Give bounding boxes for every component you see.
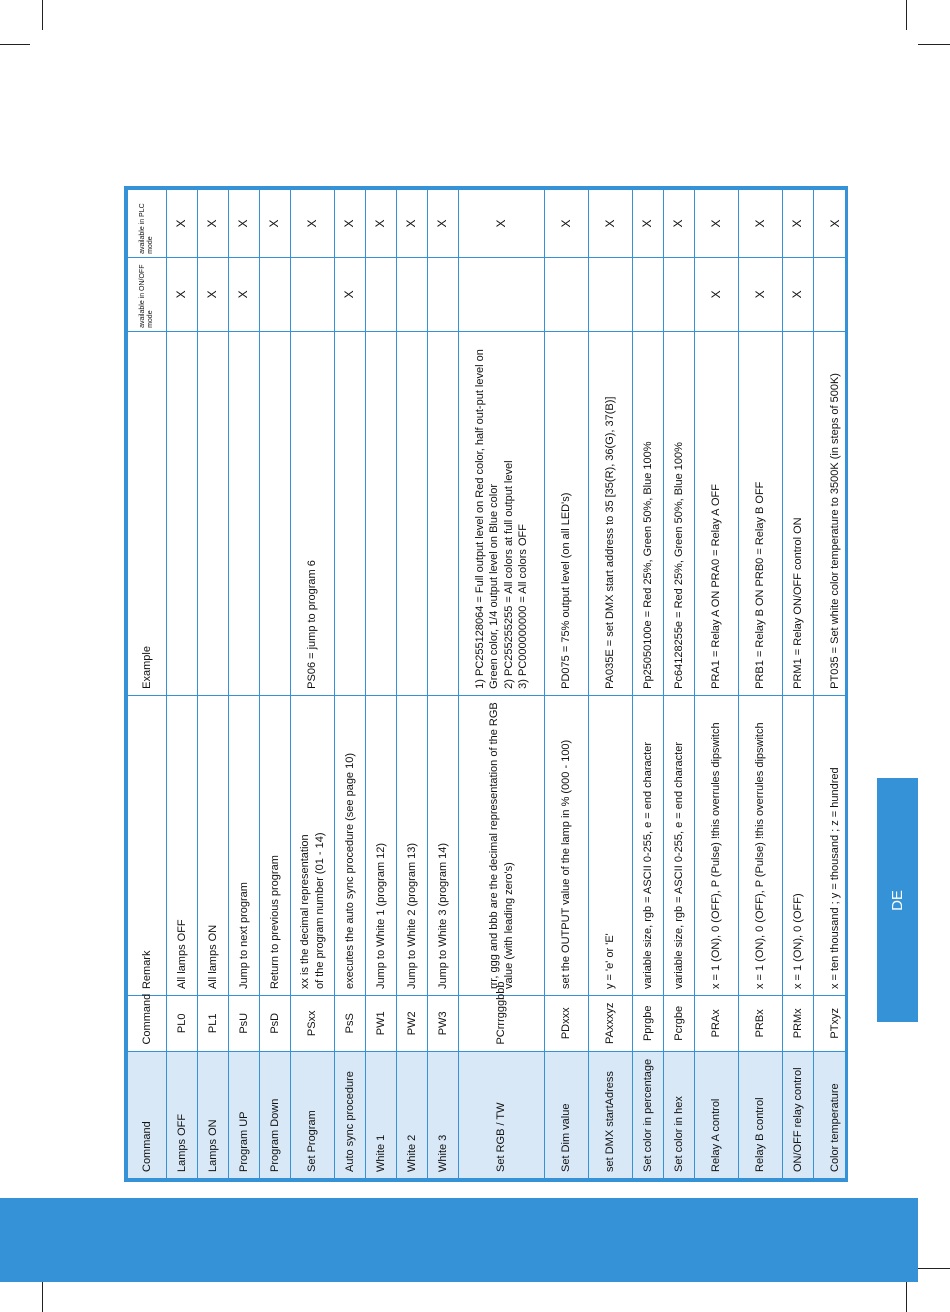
table-header-row [128, 190, 167, 1179]
onoff-mode-cell: X [739, 257, 783, 331]
crop-mark [918, 44, 950, 45]
table-row [198, 190, 229, 1179]
command-name-cell: Program UP [229, 1051, 260, 1178]
onoff-mode-cell: X [695, 257, 739, 331]
command-name-cell: White 1 [366, 1051, 397, 1178]
onoff-mode-cell [589, 257, 633, 331]
command-code-cell: PCrrrgggbbb [459, 996, 545, 1052]
example-cell [366, 331, 397, 695]
command-name-cell: Set color in hex [664, 1051, 695, 1178]
example-cell: PS06 = jump to program 6 [291, 331, 335, 695]
plc-mode-cell: X [167, 190, 198, 258]
command-code-cell: PsU [229, 996, 260, 1052]
onoff-mode-cell [366, 257, 397, 331]
command-name-cell: set DMX startAdress [589, 1051, 633, 1178]
plc-mode-cell: X [695, 190, 739, 258]
table-row [291, 190, 335, 1179]
example-cell [428, 331, 459, 695]
crop-mark [918, 1268, 950, 1269]
example-cell [335, 331, 366, 695]
table-row [739, 190, 783, 1179]
command-code-cell: PsD [260, 996, 291, 1052]
example-cell [167, 331, 198, 695]
crop-mark [906, 1282, 907, 1312]
example-cell [260, 331, 291, 695]
command-code-cell: PL0 [167, 996, 198, 1052]
command-name-cell: Program Down [260, 1051, 291, 1178]
remark-cell: set the OUTPUT value of the lamp in % (000 - 100) [545, 695, 589, 995]
header-onoff-mode: available in ON/OFF mode [128, 257, 167, 331]
command-code-cell: PRAx [695, 996, 739, 1052]
command-code-cell: PW2 [397, 996, 428, 1052]
onoff-mode-cell [633, 257, 664, 331]
header-command-name: Command [128, 1051, 167, 1178]
onoff-mode-cell: X [198, 257, 229, 331]
command-code-cell: PRMx [783, 996, 814, 1052]
remark-cell: variable size, rgb = ASCII 0-255, e = end character [633, 695, 664, 995]
onoff-mode-cell: X [167, 257, 198, 331]
table-row [589, 190, 633, 1179]
command-name-cell: Lamps ON [198, 1051, 229, 1178]
command-code-cell: Pprgbe [633, 996, 664, 1052]
onoff-mode-cell: X [783, 257, 814, 331]
command-name-cell: White 2 [397, 1051, 428, 1178]
command-code-cell: PDxxx [545, 996, 589, 1052]
plc-mode-cell: X [739, 190, 783, 258]
example-cell: PRM1 = Relay ON/OFF control ON [783, 331, 814, 695]
command-code-cell: PRBx [739, 996, 783, 1052]
remark-cell: Jump to White 1 (program 12) [366, 695, 397, 995]
plc-mode-cell: X [291, 190, 335, 258]
plc-mode-cell: X [335, 190, 366, 258]
onoff-mode-cell [291, 257, 335, 331]
table-row [167, 190, 198, 1179]
plc-mode-cell: X [814, 190, 849, 258]
table-row [695, 190, 739, 1179]
command-name-cell: White 3 [428, 1051, 459, 1178]
example-cell: PRB1 = Relay B ON PRB0 = Relay B OFF [739, 331, 783, 695]
plc-mode-cell: X [397, 190, 428, 258]
table-row [366, 190, 397, 1179]
footer-band [0, 1198, 918, 1282]
command-table [127, 189, 848, 1179]
table-row [664, 190, 695, 1179]
example-cell: Pp25050100e = Red 25%, Green 50%, Blue 100% [633, 331, 664, 695]
command-code-cell: PL1 [198, 996, 229, 1052]
remark-cell: Jump to White 2 (program 13) [397, 695, 428, 995]
remark-cell: x = 1 (ON), 0 (OFF), P (Pulse) !this overrules dipswitch [739, 695, 783, 995]
onoff-mode-cell: X [229, 257, 260, 331]
crop-mark [42, 0, 43, 30]
command-code-cell: PSxx [291, 996, 335, 1052]
command-name-cell: Relay A control [695, 1051, 739, 1178]
table-row [814, 190, 849, 1179]
rotated-table-container [127, 189, 845, 1179]
remark-cell: y = 'e' or 'E' [589, 695, 633, 995]
remark-cell: xx is the decimal representation of the program number (01 - 14) [291, 695, 335, 995]
remark-cell: All lamps ON [198, 695, 229, 995]
remark-cell: variable size, rgb = ASCII 0-255, e = end character [664, 695, 695, 995]
header-remark: Remark [128, 695, 167, 995]
plc-mode-cell: X [260, 190, 291, 258]
command-name-cell: Set Program [291, 1051, 335, 1178]
plc-mode-cell: X [459, 190, 545, 258]
remark-cell: Return to previous program [260, 695, 291, 995]
header-command-code: Command [128, 996, 167, 1052]
example-cell: 1) PC255128064 = Full output level on Red color, half out-put level on Green color, 1/4 output level on Blue color 2) PC255255255 = All colors at full output level 3) PC000000000 = All colors OFF [459, 331, 545, 695]
remark-cell: x = ten thousand ; y = thousand ; z = hundred [814, 695, 849, 995]
onoff-mode-cell [397, 257, 428, 331]
command-table-frame [124, 186, 848, 1182]
command-name-cell: ON/OFF relay control [783, 1051, 814, 1178]
plc-mode-cell: X [783, 190, 814, 258]
table-row [459, 190, 545, 1179]
example-cell [229, 331, 260, 695]
command-name-cell: Set Dim value [545, 1051, 589, 1178]
table-row [229, 190, 260, 1179]
plc-mode-cell: X [545, 190, 589, 258]
remark-cell: Jump to next program [229, 695, 260, 995]
table-row [545, 190, 589, 1179]
table-row [260, 190, 291, 1179]
example-cell [397, 331, 428, 695]
plc-mode-cell: X [633, 190, 664, 258]
command-code-cell: PsS [335, 996, 366, 1052]
onoff-mode-cell [664, 257, 695, 331]
table-row [633, 190, 664, 1179]
language-tab [877, 778, 918, 1022]
crop-mark [42, 1282, 43, 1312]
example-cell: Pc64128255e = Red 25%, Green 50%, Blue 100% [664, 331, 695, 695]
onoff-mode-cell [545, 257, 589, 331]
example-cell: PA035E = set DMX start address to 35 [35(R), 36(G), 37(B)] [589, 331, 633, 695]
command-code-cell: Pcrgbe [664, 996, 695, 1052]
remark-cell: x = 1 (ON), 0 (OFF) [783, 695, 814, 995]
onoff-mode-cell [459, 257, 545, 331]
example-cell: PRA1 = Relay A ON PRA0 = Relay A OFF [695, 331, 739, 695]
remark-cell: executes the auto sync procedure (see page 10) [335, 695, 366, 995]
header-example: Example [128, 331, 167, 695]
header-plc-mode: available in PLC mode [128, 190, 167, 258]
table-row [397, 190, 428, 1179]
plc-mode-cell: X [428, 190, 459, 258]
onoff-mode-cell [428, 257, 459, 331]
command-name-cell: Set color in percentage [633, 1051, 664, 1178]
table-row [335, 190, 366, 1179]
example-cell: PT035 = Set white color temperature to 3500K (in steps of 500K) [814, 331, 849, 695]
example-cell: PD075 = 75% output level (on all LED's) [545, 331, 589, 695]
plc-mode-cell: X [229, 190, 260, 258]
table-row [783, 190, 814, 1179]
crop-mark [906, 0, 907, 30]
command-code-cell: PW3 [428, 996, 459, 1052]
remark-cell: rrr, ggg and bbb are the decimal representation of the RGB value (with leading zero's) [459, 695, 545, 995]
command-name-cell: Set RGB / TW [459, 1051, 545, 1178]
command-code-cell: PAxxxyz [589, 996, 633, 1052]
command-code-cell: PW1 [366, 996, 397, 1052]
plc-mode-cell: X [198, 190, 229, 258]
onoff-mode-cell [814, 257, 849, 331]
command-code-cell: PTxyz [814, 996, 849, 1052]
onoff-mode-cell [260, 257, 291, 331]
remark-cell: x = 1 (ON), 0 (OFF), P (Pulse) !this overrules dipswitch [695, 695, 739, 995]
plc-mode-cell: X [366, 190, 397, 258]
command-name-cell: Auto sync procedure [335, 1051, 366, 1178]
crop-mark [0, 44, 30, 45]
example-cell [198, 331, 229, 695]
plc-mode-cell: X [664, 190, 695, 258]
plc-mode-cell: X [589, 190, 633, 258]
command-name-cell: Color temperature [814, 1051, 849, 1178]
command-name-cell: Lamps OFF [167, 1051, 198, 1178]
remark-cell: Jump to White 3 (program 14) [428, 695, 459, 995]
command-name-cell: Relay B control [739, 1051, 783, 1178]
table-row [428, 190, 459, 1179]
remark-cell: All lamps OFF [167, 695, 198, 995]
onoff-mode-cell: X [335, 257, 366, 331]
language-tab-label: DE [889, 889, 906, 911]
